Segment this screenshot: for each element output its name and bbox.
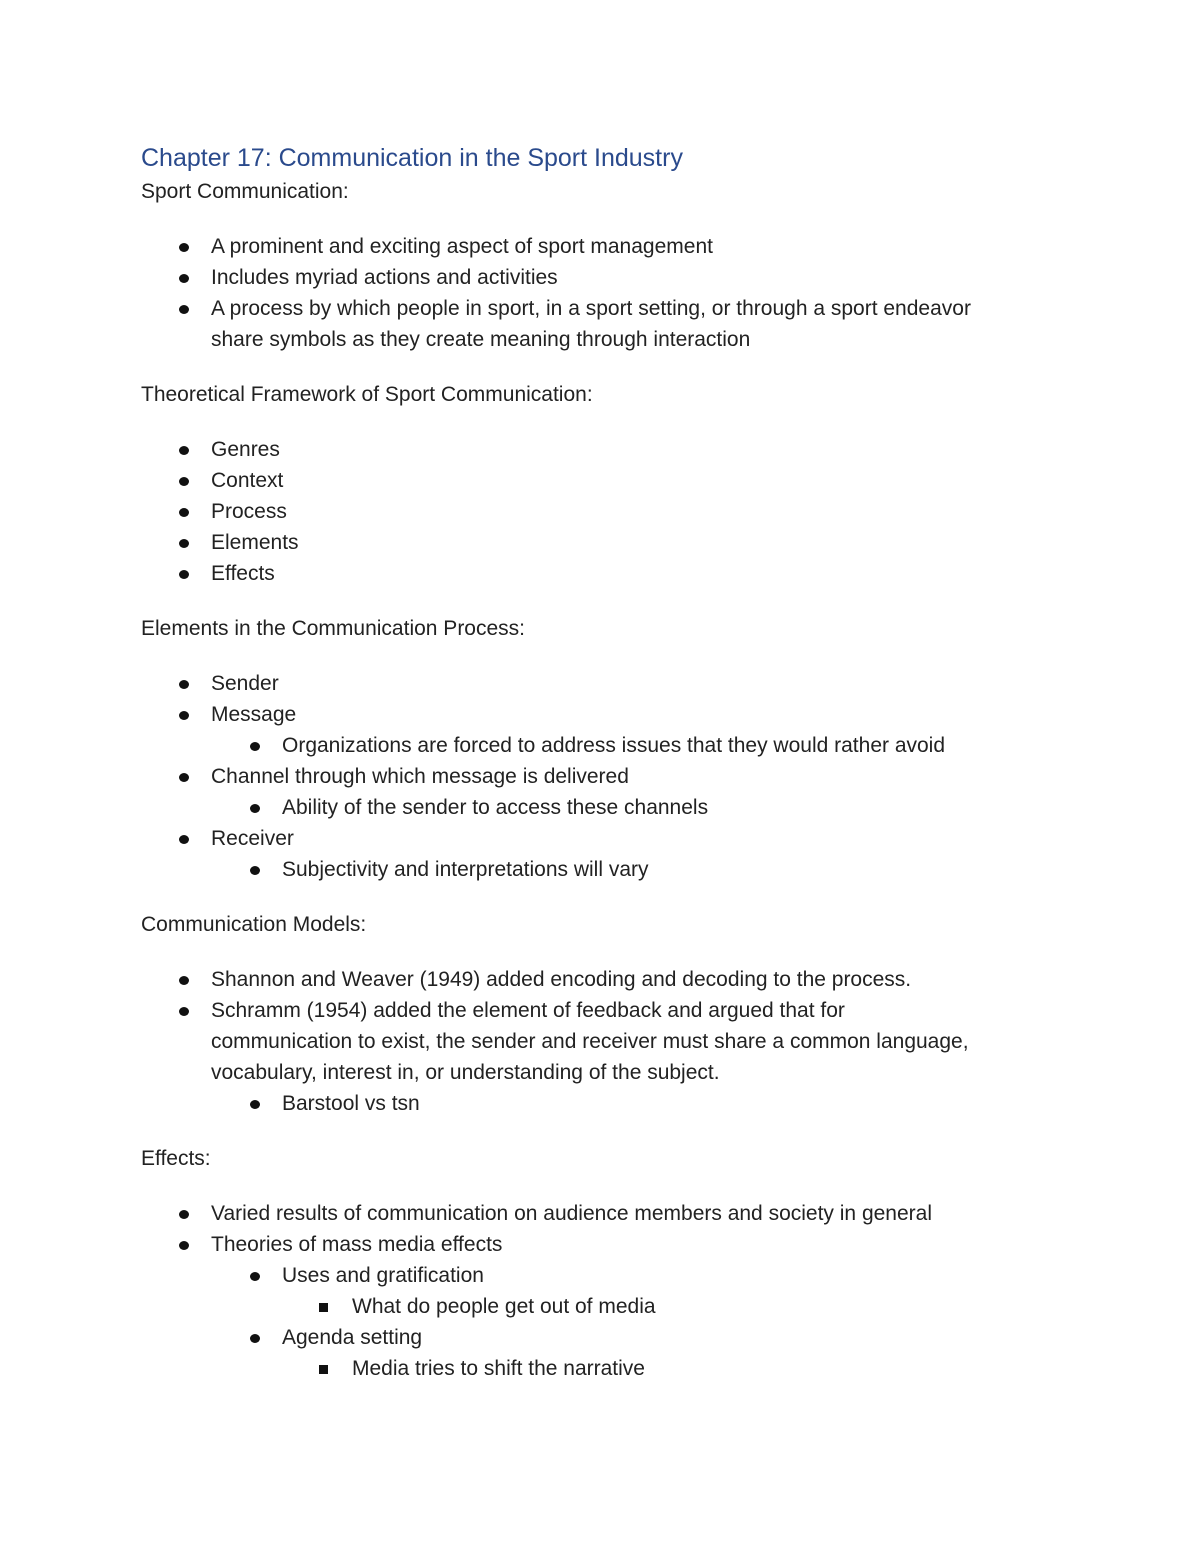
bullet-list — [141, 668, 1061, 885]
list-item: A process by which people in sport, in a sport setting, or through a sport endeavor share symbols as they create meaning through interaction — [141, 293, 981, 355]
bullet-icon — [250, 866, 260, 875]
sub-list-item: Ability of the sender to access these channels — [141, 792, 1061, 823]
section-heading: Communication Models: — [141, 913, 367, 936]
bullet-icon — [179, 477, 189, 486]
list-item: Theories of mass media effects — [141, 1229, 1061, 1260]
bullet-list — [141, 231, 1061, 355]
sub-list-item: Subjectivity and interpretations will vary — [141, 854, 1061, 885]
list-item: Receiver — [141, 823, 1061, 854]
sub-list-item: Agenda setting — [141, 1322, 1061, 1353]
sub-list-item: Barstool vs tsn — [141, 1088, 1061, 1119]
bullet-list — [141, 434, 1061, 589]
bullet-icon — [179, 274, 189, 283]
bullet-icon — [179, 680, 189, 689]
bullet-icon — [179, 1210, 189, 1219]
bullet-icon — [179, 1007, 189, 1016]
bullet-icon — [179, 508, 189, 517]
sub-list-item: Organizations are forced to address issues that they would rather avoid — [141, 730, 1061, 761]
bullet-icon — [179, 243, 189, 252]
sub-sub-list-item: Media tries to shift the narrative — [141, 1353, 1061, 1384]
list-item: Elements — [141, 527, 1061, 558]
bullet-list — [141, 964, 1061, 1119]
section-sport-communication — [141, 176, 1061, 355]
list-item: Process — [141, 496, 1061, 527]
list-item: Genres — [141, 434, 1061, 465]
section-communication-elements — [141, 613, 1061, 885]
bullet-icon — [179, 773, 189, 782]
list-item: Channel through which message is delivered — [141, 761, 1061, 792]
sub-list-item: Uses and gratification — [141, 1260, 1061, 1291]
bullet-icon — [179, 446, 189, 455]
section-heading: Elements in the Communication Process: — [141, 617, 525, 640]
list-item: Shannon and Weaver (1949) added encoding and decoding to the process. — [141, 964, 1061, 995]
bullet-icon — [250, 804, 260, 813]
list-item: Includes myriad actions and activities — [141, 262, 1061, 293]
bullet-icon — [179, 539, 189, 548]
bullet-icon — [179, 1241, 189, 1250]
section-heading: Theoretical Framework of Sport Communication: — [141, 383, 593, 406]
square-bullet-icon — [319, 1365, 328, 1374]
list-item: Schramm (1954) added the element of feedback and argued that for communication to exist, the sender and receiver must share a common language, vocabulary, interest in, or understanding of the subject. — [141, 995, 981, 1088]
page-title: Chapter 17: Communication in the Sport Industry — [141, 144, 683, 172]
square-bullet-icon — [319, 1303, 328, 1312]
bullet-icon — [179, 835, 189, 844]
list-item: Message — [141, 699, 1061, 730]
list-item: Effects — [141, 558, 1061, 589]
section-heading: Sport Communication: — [141, 180, 349, 203]
bullet-icon — [179, 711, 189, 720]
bullet-list — [141, 1198, 1061, 1384]
section-theoretical-framework — [141, 379, 1061, 589]
list-item: Varied results of communication on audience members and society in general — [141, 1198, 1061, 1229]
bullet-icon — [250, 1100, 260, 1109]
list-item: Context — [141, 465, 1061, 496]
bullet-icon — [179, 305, 189, 314]
bullet-icon — [250, 1334, 260, 1343]
bullet-icon — [250, 742, 260, 751]
list-item: A prominent and exciting aspect of sport management — [141, 231, 1061, 262]
bullet-icon — [179, 976, 189, 985]
sub-sub-list-item: What do people get out of media — [141, 1291, 1061, 1322]
section-effects — [141, 1143, 1061, 1384]
document-page — [141, 140, 1061, 1408]
bullet-icon — [179, 570, 189, 579]
list-item: Sender — [141, 668, 1061, 699]
section-communication-models — [141, 909, 1061, 1119]
section-heading: Effects: — [141, 1147, 211, 1170]
bullet-icon — [250, 1272, 260, 1281]
